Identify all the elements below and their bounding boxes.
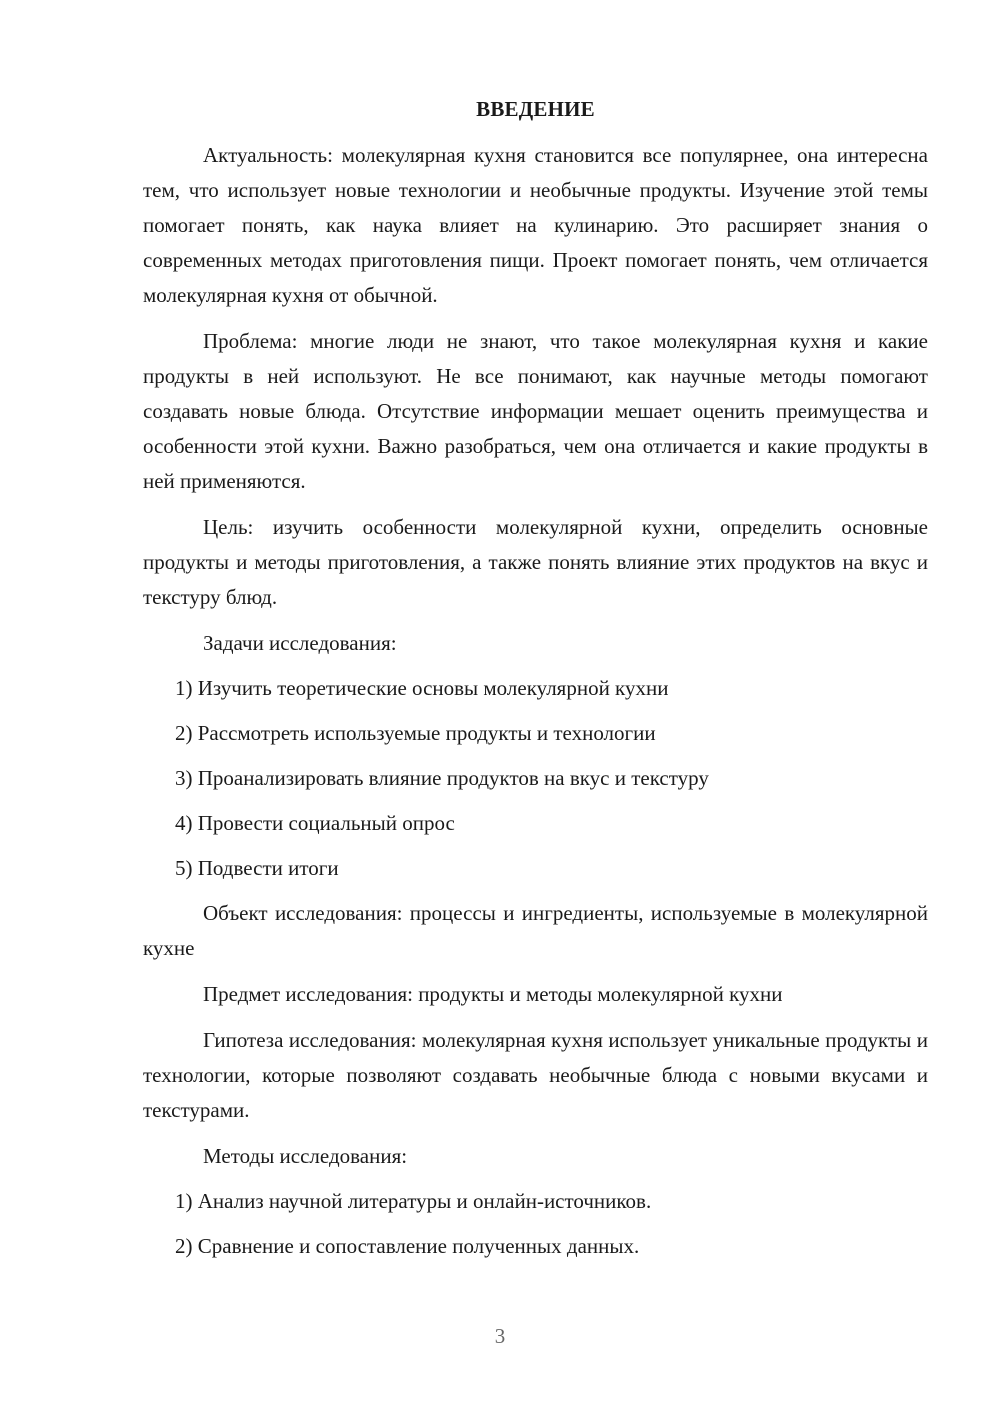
list-item: 5) Подвести итоги (175, 856, 339, 880)
list-item: 2) Сравнение и сопоставление полученных данных. (175, 1234, 640, 1258)
section-title: ВВЕДЕНИЕ (476, 97, 595, 121)
methods-heading: Методы исследования: (203, 1144, 408, 1168)
list-item: 3) Проанализировать влияние продуктов на вкус и текстуру (175, 766, 709, 790)
problem-paragraph: Проблема: многие люди не знают, что такое молекулярная кухня и какие продукты в ней используют. Не все понимают, как научные методы помогают создавать новые блюда. Отсутствие информации мешает оценить преимущества и особенности этой кухни. Важно разобраться, чем она отличается и какие продукты в ней применяются. (143, 329, 928, 493)
object-paragraph: Объект исследования: процессы и ингредиенты, используемые в молекулярной кухне (143, 901, 928, 960)
hypothesis-paragraph: Гипотеза исследования: молекулярная кухня использует уникальные продукты и технологии, которые позволяют создавать необычные блюда с новыми вкусами и текстурами. (143, 1028, 928, 1122)
methods-list (143, 1184, 928, 1264)
tasks-heading: Задачи исследования: (203, 631, 397, 655)
list-item: 1) Анализ научной литературы и онлайн-источников. (175, 1189, 652, 1213)
list-item: 1) Изучить теоретические основы молекулярной кухни (175, 676, 669, 700)
document-page (143, 92, 928, 1274)
goal-paragraph: Цель: изучить особенности молекулярной кухни, определить основные продукты и методы приготовления, а также понять влияние этих продуктов на вкус и текстуру блюд. (143, 515, 928, 609)
tasks-list (143, 671, 928, 886)
list-item: 2) Рассмотреть используемые продукты и технологии (175, 721, 656, 745)
list-item: 4) Провести социальный опрос (175, 811, 455, 835)
subject-paragraph: Предмет исследования: продукты и методы молекулярной кухни (203, 982, 783, 1006)
page-number: 3 (494, 1324, 506, 1348)
relevance-paragraph: Актуальность: молекулярная кухня становится все популярнее, она интересна тем, что использует новые технологии и необычные продукты. Изучение этой темы помогает понять, как наука влияет на кулинарию. Это расширяет знания о современных методах приготовления пищи. Проект помогает понять, чем отличается молекулярная кухня от обычной. (143, 143, 928, 307)
